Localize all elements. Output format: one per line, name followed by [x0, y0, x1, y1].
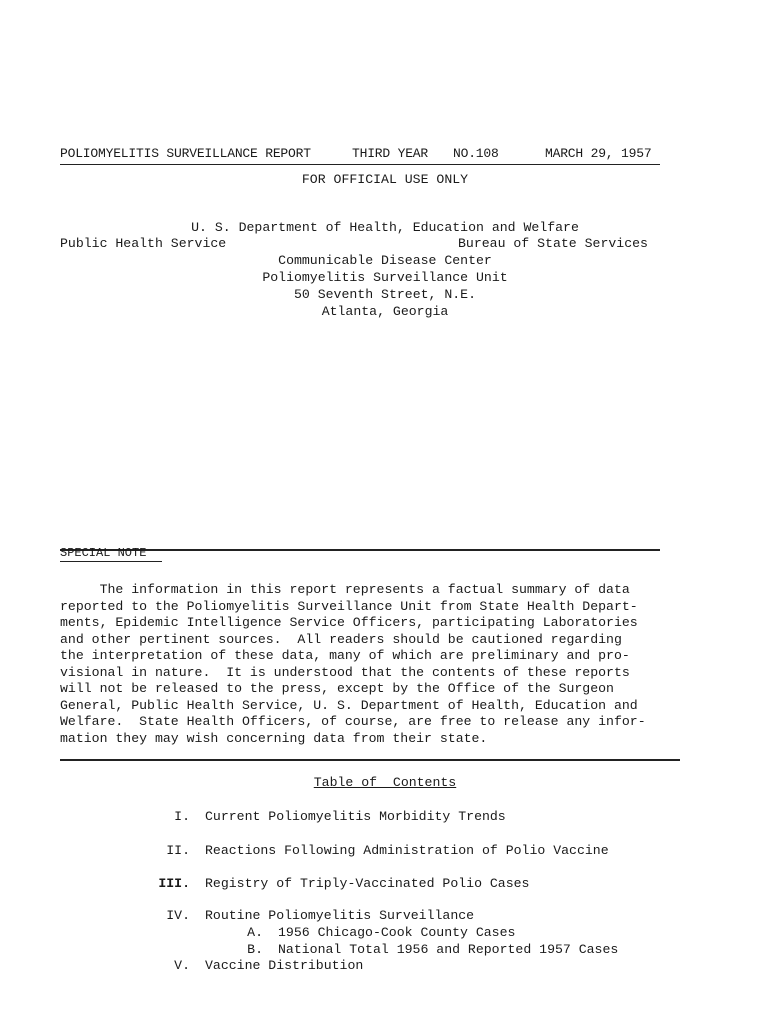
report-header [60, 146, 660, 164]
paragraph-line: General, Public Health Service, U. S. Department of Health, Education and [60, 697, 638, 713]
paragraph-line: will not be released to the press, except by the Office of the Surgeon [60, 681, 614, 696]
special-note-heading: SPECIAL NOTE [60, 546, 147, 560]
toc-heading [0, 775, 770, 790]
toc-item-number: III. [158, 876, 190, 891]
toc-item-number: V. [174, 958, 190, 973]
paragraph-line: Welfare. State Health Officers, of course, are free to release any infor- [60, 714, 646, 729]
paragraph-line: reported to the Poliomyelitis Surveillance Unit from State Health Depart- [60, 598, 638, 614]
toc-item-text: Routine Poliomyelitis Surveillance [205, 908, 475, 923]
toc-subitem-text: 1956 Chicago-Cook County Cases [278, 925, 516, 940]
toc-item-text: Reactions Following Administration of Polio Vaccine [205, 843, 609, 858]
report-title: POLIOMYELITIS SURVEILLANCE REPORT [60, 146, 311, 161]
toc-item-text: Current Poliomyelitis Morbidity Trends [205, 809, 506, 824]
paragraph-line: mation they may wish concerning data from their state. [60, 730, 488, 746]
paragraph-line: and other pertinent sources. All readers should be cautioned regarding [60, 631, 622, 647]
toc-item-text: Vaccine Distribution [205, 958, 364, 973]
city-address: Atlanta, Georgia [321, 304, 449, 319]
special-note-underline [60, 561, 162, 562]
paragraph-line: visional in nature. It is understood that the contents of these reports [60, 664, 630, 680]
special-note-rule [60, 549, 660, 551]
section-rule [60, 759, 680, 761]
toc-item-number: II. [166, 843, 190, 858]
report-date: MARCH 29, 1957 [545, 146, 652, 161]
department-name: U. S. Department of Health, Education and Welfare [191, 220, 579, 235]
special-note-paragraph [60, 582, 670, 747]
report-number: NO.108 [453, 146, 499, 161]
toc-subitem-text: National Total 1956 and Reported 1957 Cases [278, 942, 619, 957]
toc-title: Table of Contents [313, 775, 457, 790]
report-year: THIRD YEAR [352, 146, 429, 161]
restriction-notice: FOR OFFICIAL USE ONLY [301, 172, 469, 187]
toc-item-text: Registry of Triply-Vaccinated Polio Cases [205, 876, 530, 891]
toc-subitem-number: A. [247, 925, 263, 940]
toc-subitem-number: B. [247, 942, 263, 957]
street-address: 50 Seventh Street, N.E. [293, 287, 477, 302]
center-name: Communicable Disease Center [278, 253, 492, 268]
toc-item-number: I. [174, 809, 190, 824]
unit-name: Poliomyelitis Surveillance Unit [262, 270, 508, 285]
header-rule [60, 164, 660, 165]
toc-item-number: IV. [166, 908, 190, 923]
paragraph-line: the interpretation of these data, many of which are preliminary and pro- [60, 648, 630, 663]
service-name: Public Health Service [60, 236, 227, 251]
bureau-name: Bureau of State Services [458, 236, 648, 251]
paragraph-line: The information in this report represents a factual summary of data [60, 582, 630, 597]
paragraph-line: ments, Epidemic Intelligence Service Officers, participating Laboratories [60, 615, 638, 630]
